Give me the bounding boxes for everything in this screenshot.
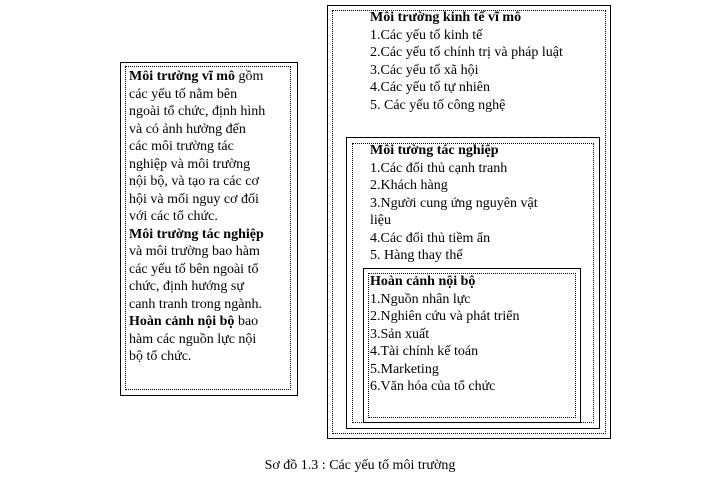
description-heading: Môi trường vĩ mô: [129, 69, 235, 84]
description-line: [129, 121, 293, 139]
description-text-run: hàm các nguồn lực nội: [129, 331, 257, 347]
task-item: 5. Hàng thay thế: [370, 248, 463, 263]
description-line: [129, 191, 293, 209]
internal-item: 3.Sản xuất: [370, 326, 430, 342]
description-line: [129, 173, 293, 191]
task-item: 2.Khách hàng: [370, 178, 448, 193]
description-text-run: gồm: [234, 69, 264, 84]
macro-environment-title: Môi trường kinh tế vĩ mô: [370, 10, 522, 25]
task-environment-title: Môi tường tác nghiệp: [370, 143, 499, 158]
task-item: liệu: [370, 213, 391, 228]
internal-item: 6.Văn hóa của tổ chức: [370, 379, 496, 394]
macro-item: 5. Các yếu tố công nghệ: [370, 97, 506, 113]
description-text: [129, 68, 293, 366]
macro-item: 1.Các yếu tố kinh tế: [370, 27, 483, 43]
description-line: [129, 138, 293, 156]
description-text-run: bộ tổ chức.: [129, 349, 192, 364]
description-text-run: các môi trường tác: [129, 139, 234, 154]
description-text-run: nội bộ, và tạo ra các cơ: [129, 174, 259, 189]
description-text-run: chức, định hướng sự: [129, 279, 244, 294]
description-text-run: và có ảnh hưởng đến: [129, 121, 246, 137]
description-line: [129, 68, 293, 86]
description-line: [129, 348, 293, 366]
description-line: [129, 296, 293, 314]
diagram-caption: Sơ đồ 1.3 : Các yếu tố môi trường: [264, 458, 456, 473]
internal-item: 1.Nguồn nhân lực: [370, 291, 471, 307]
description-line: [129, 208, 293, 226]
description-text-run: ngoài tổ chức, định hình: [129, 104, 266, 119]
description-line: [129, 243, 293, 261]
macro-item: 4.Các yếu tố tự nhiên: [370, 80, 490, 95]
description-text-run: nghiệp và môi trường: [129, 156, 251, 172]
description-line: [129, 261, 293, 279]
task-item: 4.Các đối thủ tiềm ẩn: [370, 230, 491, 246]
task-environment-content: [370, 142, 538, 265]
description-text-run: các yếu tố nằm bên: [129, 86, 238, 102]
internal-environment-title: Hoàn cảnh nội bộ: [370, 274, 476, 289]
description-text-run: và môi trường bao hàm: [129, 244, 260, 259]
description-line: [129, 226, 293, 244]
description-text-run: với các tổ chức.: [129, 209, 218, 224]
description-text-run: hội và mối nguy cơ đối: [129, 191, 259, 207]
description-line: [129, 156, 293, 174]
internal-item: 5.Marketing: [370, 361, 439, 377]
task-item: 3.Người cung ứng nguyên vật: [370, 195, 538, 211]
description-line: [129, 278, 293, 296]
macro-item: 3.Các yếu tố xã hội: [370, 62, 479, 78]
internal-environment-content: [370, 273, 520, 396]
task-item: 1.Các đối thủ cạnh tranh: [370, 160, 508, 176]
description-text-run: bao: [234, 314, 259, 329]
internal-item: 4.Tài chính kế toán: [370, 344, 479, 359]
description-line: [129, 86, 293, 104]
description-heading: Hoàn cảnh nội bộ: [129, 314, 235, 329]
description-line: [129, 313, 293, 331]
description-text-run: các yếu tố bên ngoài tổ: [129, 261, 259, 277]
description-line: [129, 331, 293, 349]
description-text-run: canh tranh trong ngành.: [129, 296, 262, 312]
macro-item: 2.Các yếu tố chính trị và pháp luật: [370, 45, 563, 60]
macro-environment-content: [370, 9, 563, 114]
internal-item: 2.Nghiên cứu và phát triển: [370, 309, 520, 324]
description-line: [129, 103, 293, 121]
description-heading: Môi trường tác nghiệp: [129, 226, 264, 242]
